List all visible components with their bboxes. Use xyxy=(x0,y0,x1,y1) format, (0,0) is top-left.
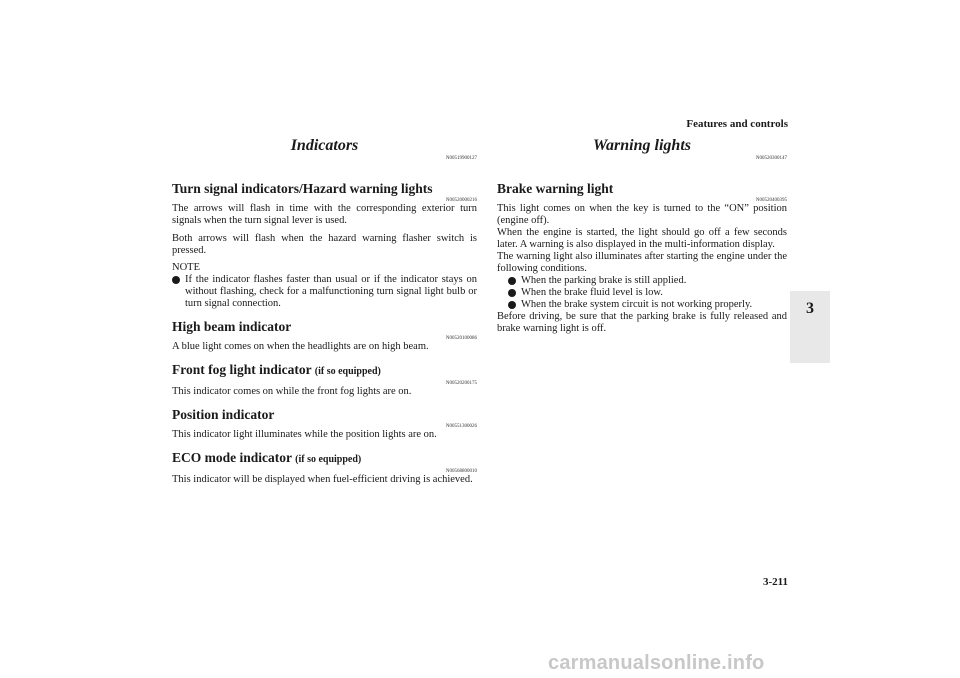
bullet-dot-icon xyxy=(508,277,516,285)
position-text: This indicator light illuminates while the position lights are on. xyxy=(172,429,437,440)
page-number: 3-211 xyxy=(762,576,788,588)
turn-signal-para-1: The arrows will flash in time with the corresponding exterior turn signals when the turn signal lever is used. xyxy=(172,203,477,226)
brake-bullet xyxy=(508,299,787,311)
eco-heading-text: ECO mode indicator xyxy=(172,450,292,465)
note-bullet-text: If the indicator flashes faster than usual or if the indicator stays on without flashing, check for a malfunctioning turn signal light bulb or turn signal connection. xyxy=(185,274,477,309)
code-front-fog: N00520200175 xyxy=(445,381,477,386)
brake-para-1: This light comes on when the key is turned to the “ON” position (engine off). xyxy=(497,203,787,226)
brake-para-3: The warning light also illuminates after starting the engine under the following conditions. xyxy=(497,251,787,274)
chapter-number: 3 xyxy=(806,300,814,317)
heading-front-fog xyxy=(172,362,477,380)
high-beam-text: A blue light comes on when the headlights are on high beam. xyxy=(172,341,429,352)
watermark: carmanualsonline.info xyxy=(548,652,765,674)
bullet-dot-icon xyxy=(508,301,516,309)
brake-para-2: When the engine is started, the light should go off a few seconds later. A warning is also displayed in the multi-information display. xyxy=(497,227,787,250)
brake-bullet xyxy=(508,275,787,287)
code-position: N00551300026 xyxy=(445,424,477,429)
right-column xyxy=(497,137,787,335)
bullet-dot-icon xyxy=(508,289,516,297)
brake-bullet-text: When the brake system circuit is not working properly. xyxy=(521,299,753,310)
code-high-beam: N00520100086 xyxy=(445,336,477,341)
section-code-warning: N00520300147 xyxy=(755,156,787,161)
chapter-tab xyxy=(790,291,830,363)
section-code: N00519900127 xyxy=(445,156,477,161)
heading-eco xyxy=(172,450,477,468)
section-title-indicators: Indicators xyxy=(290,137,359,154)
code-eco: N00568800010 xyxy=(445,469,477,474)
brake-para-4: Before driving, be sure that the parking brake is fully released and brake warning light is off. xyxy=(497,311,787,334)
eco-text: This indicator will be displayed when fuel-efficient driving is achieved. xyxy=(172,474,473,485)
left-column xyxy=(172,137,477,486)
brake-bullet-text: When the brake fluid level is low. xyxy=(521,287,663,298)
brake-bullet-text: When the parking brake is still applied. xyxy=(521,275,687,286)
front-fog-heading-text: Front fog light indicator xyxy=(172,362,312,377)
heading-position: Position indicator xyxy=(172,407,275,422)
section-title-warning-lights: Warning lights xyxy=(593,137,691,154)
note-bullet xyxy=(172,274,477,310)
heading-brake-warning: Brake warning light xyxy=(497,181,614,196)
code-turn-signal: N00520000216 xyxy=(445,198,477,203)
brake-bullet xyxy=(508,287,787,299)
heading-high-beam: High beam indicator xyxy=(172,319,292,334)
heading-turn-signal: Turn signal indicators/Hazard warning lights xyxy=(172,181,433,196)
running-head: Features and controls xyxy=(686,118,788,130)
code-brake-warning: N00520400395 xyxy=(755,198,787,203)
front-fog-qualifier: (if so equipped) xyxy=(314,366,381,377)
turn-signal-para-2: Both arrows will flash when the hazard warning flasher switch is pressed. xyxy=(172,233,477,256)
bullet-dot-icon xyxy=(172,276,180,284)
note-label: NOTE xyxy=(172,262,200,273)
front-fog-text: This indicator comes on while the front fog lights are on. xyxy=(172,386,412,397)
eco-qualifier: (if so equipped) xyxy=(295,454,362,465)
